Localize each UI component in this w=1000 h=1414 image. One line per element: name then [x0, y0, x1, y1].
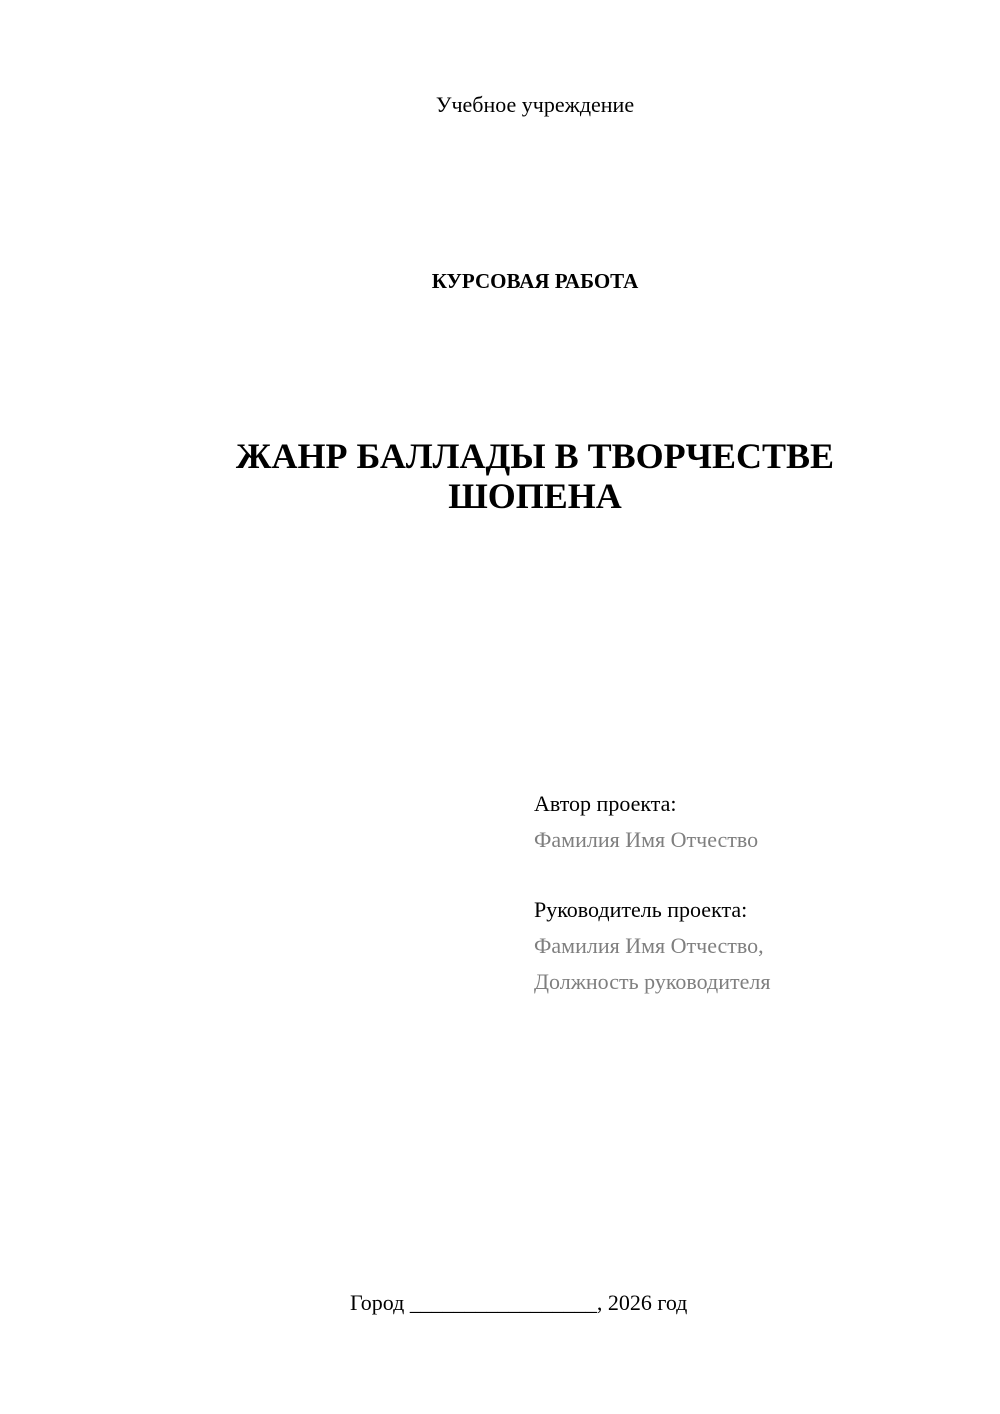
document-title [0, 436, 1000, 516]
supervisor-position: Должность руководителя [534, 969, 771, 994]
supervisor-label: Руководитель проекта: [534, 897, 748, 922]
supervisor-name: Фамилия Имя Отчество, [534, 933, 764, 958]
institution-name: Учебное учреждение [435, 92, 635, 117]
author-block [534, 786, 758, 858]
title-line-2: ШОПЕНА [448, 476, 622, 516]
author-name: Фамилия Имя Отчество [534, 827, 759, 852]
city-year-line: Город _________________, 2026 год [350, 1290, 688, 1315]
author-label: Автор проекта: [534, 791, 677, 816]
work-type-heading: КУРСОВАЯ РАБОТА [431, 269, 639, 293]
supervisor-block [534, 892, 770, 1000]
title-line-1: ЖАНР БАЛЛАДЫ В ТВОРЧЕСТВЕ [235, 436, 835, 476]
